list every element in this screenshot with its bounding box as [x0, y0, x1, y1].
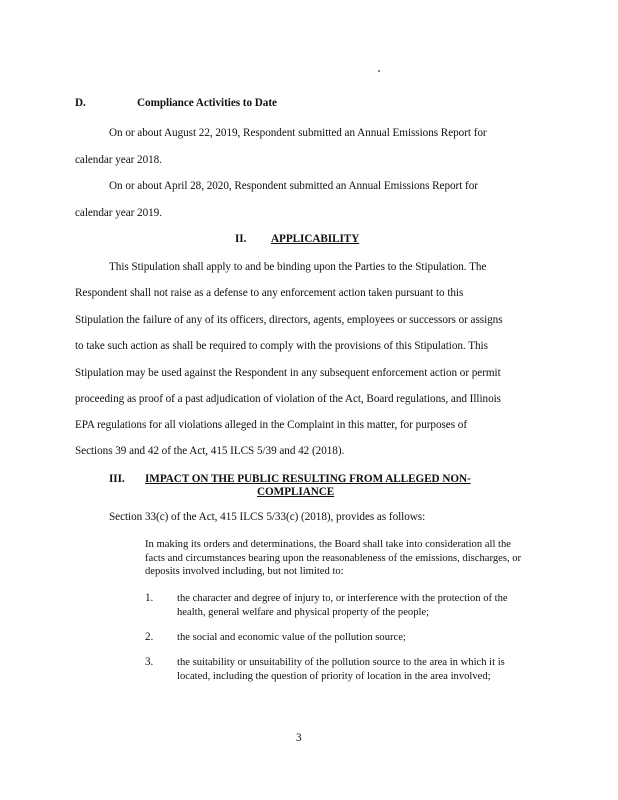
- list-item-number: 1.: [145, 592, 154, 604]
- section-ii-line: proceeding as proof of a past adjudication of violation of the Act, Board regulations, and Illinois: [75, 393, 501, 405]
- section-iii-title-line1: IMPACT ON THE PUBLIC RESULTING FROM ALLEGED NON-: [145, 473, 471, 485]
- list-item-text: the suitability or unsuitability of the pollution source to the area in which it is located, including the question of priority of location in the area involved;: [177, 657, 505, 682]
- section-iii-numeral: III.: [109, 473, 125, 485]
- section-ii-line: to take such action as shall be required to comply with the provisions of this Stipulation. This: [75, 340, 488, 352]
- section-ii-title: APPLICABILITY: [271, 233, 360, 245]
- section-iii-title-line2: COMPLIANCE: [257, 486, 335, 498]
- section-ii-line: Respondent shall not raise as a defense to any enforcement action taken pursuant to this: [75, 287, 464, 299]
- section-d-title: Compliance Activities to Date: [137, 97, 277, 109]
- section-ii-line: Stipulation the failure of any of its officers, directors, agents, employees or successors or assigns: [75, 314, 503, 326]
- section-d-para1-line2: calendar year 2018.: [75, 154, 162, 166]
- section-d-para2-line1: On or about April 28, 2020, Respondent submitted an Annual Emissions Report for: [109, 180, 478, 192]
- list-item-text: the social and economic value of the pollution source;: [177, 632, 406, 643]
- section-d-para2-line2: calendar year 2019.: [75, 207, 162, 219]
- section-iii-intro: Section 33(c) of the Act, 415 ILCS 5/33(c) (2018), provides as follows:: [109, 511, 426, 523]
- list-item-text: the character and degree of injury to, or interference with the protection of the health, general welfare and physical property of the people;: [177, 593, 508, 618]
- section-d-label: D.: [75, 97, 86, 109]
- scan-speck: [378, 70, 380, 72]
- list-item-number: 2.: [145, 631, 154, 643]
- section-ii-line: Sections 39 and 42 of the Act, 415 ILCS 5/39 and 42 (2018).: [75, 445, 345, 457]
- section-ii-line: Stipulation may be used against the Respondent in any subsequent enforcement action or permit: [75, 367, 501, 379]
- section-ii-line: EPA regulations for all violations alleged in the Complaint in this matter, for purposes of: [75, 419, 467, 431]
- section-d-para1-line1: On or about August 22, 2019, Respondent submitted an Annual Emissions Report for: [109, 127, 487, 139]
- page-number: 3: [296, 732, 302, 744]
- statute-quote: In making its orders and determinations, the Board shall take into consideration all the facts and circumstances bearing upon the reasonableness of the emissions, discharges, or deposits involved including, but not limited to:: [145, 539, 522, 577]
- list-item-number: 3.: [145, 656, 154, 668]
- section-ii-line: This Stipulation shall apply to and be binding upon the Parties to the Stipulation. The: [109, 261, 487, 273]
- section-ii-numeral: II.: [235, 233, 247, 245]
